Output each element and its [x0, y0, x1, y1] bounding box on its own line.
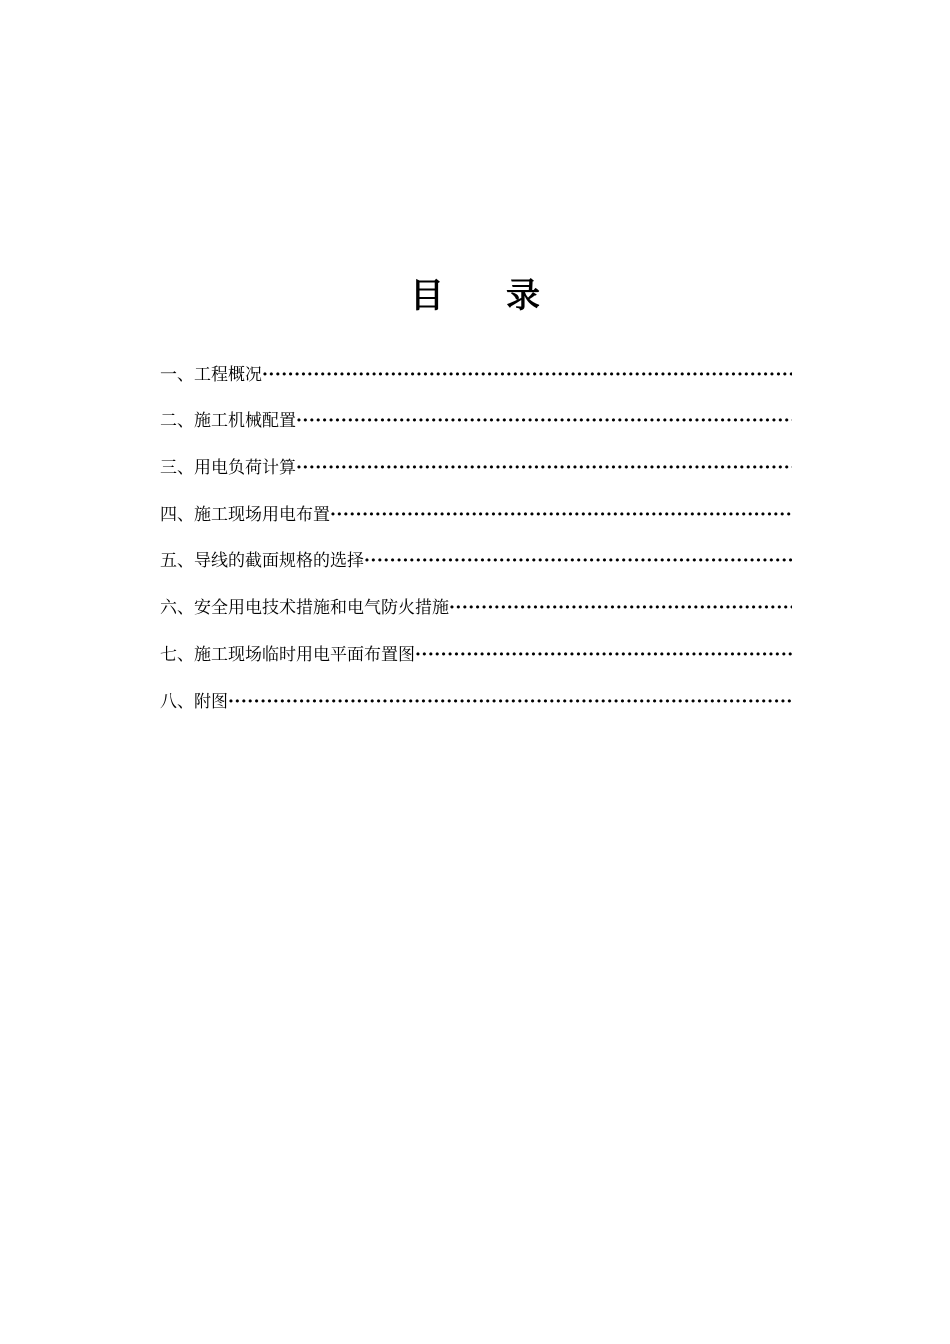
- toc-dot-leader: [228, 682, 792, 722]
- toc-entry-5[interactable]: [160, 535, 792, 582]
- toc-entry-1[interactable]: [160, 348, 792, 395]
- toc-entry-3[interactable]: [160, 441, 792, 488]
- toc-entry-label: 五、导线的截面规格的选择: [160, 551, 364, 572]
- toc-dot-leader: [330, 495, 792, 535]
- toc-entry-4[interactable]: [160, 488, 792, 535]
- toc-dot-leader: [296, 448, 792, 488]
- toc-entry-8[interactable]: [160, 675, 792, 722]
- toc-dot-leader: [364, 541, 792, 581]
- table-of-contents: [160, 348, 792, 722]
- toc-dot-leader: [262, 355, 792, 395]
- toc-dot-leader: [449, 588, 792, 628]
- toc-entry-label: 三、用电负荷计算: [160, 458, 296, 479]
- toc-entry-7[interactable]: [160, 628, 792, 675]
- toc-dot-leader: [415, 635, 792, 675]
- toc-entry-label: 七、施工现场临时用电平面布置图: [160, 644, 415, 665]
- toc-entry-label: 一、工程概况: [160, 364, 262, 385]
- toc-entry-label: 四、施工现场用电布置: [160, 504, 330, 525]
- toc-dot-leader: [296, 401, 792, 441]
- toc-entry-6[interactable]: [160, 581, 792, 628]
- title-char-2: 录: [506, 276, 540, 316]
- toc-entry-label: 六、安全用电技术措施和电气防火措施: [160, 598, 449, 619]
- toc-entry-label: 八、附图: [160, 691, 228, 712]
- page-title: [0, 272, 950, 320]
- title-char-1: 目: [410, 276, 444, 316]
- toc-entry-2[interactable]: [160, 395, 792, 442]
- toc-entry-label: 二、施工机械配置: [160, 411, 296, 432]
